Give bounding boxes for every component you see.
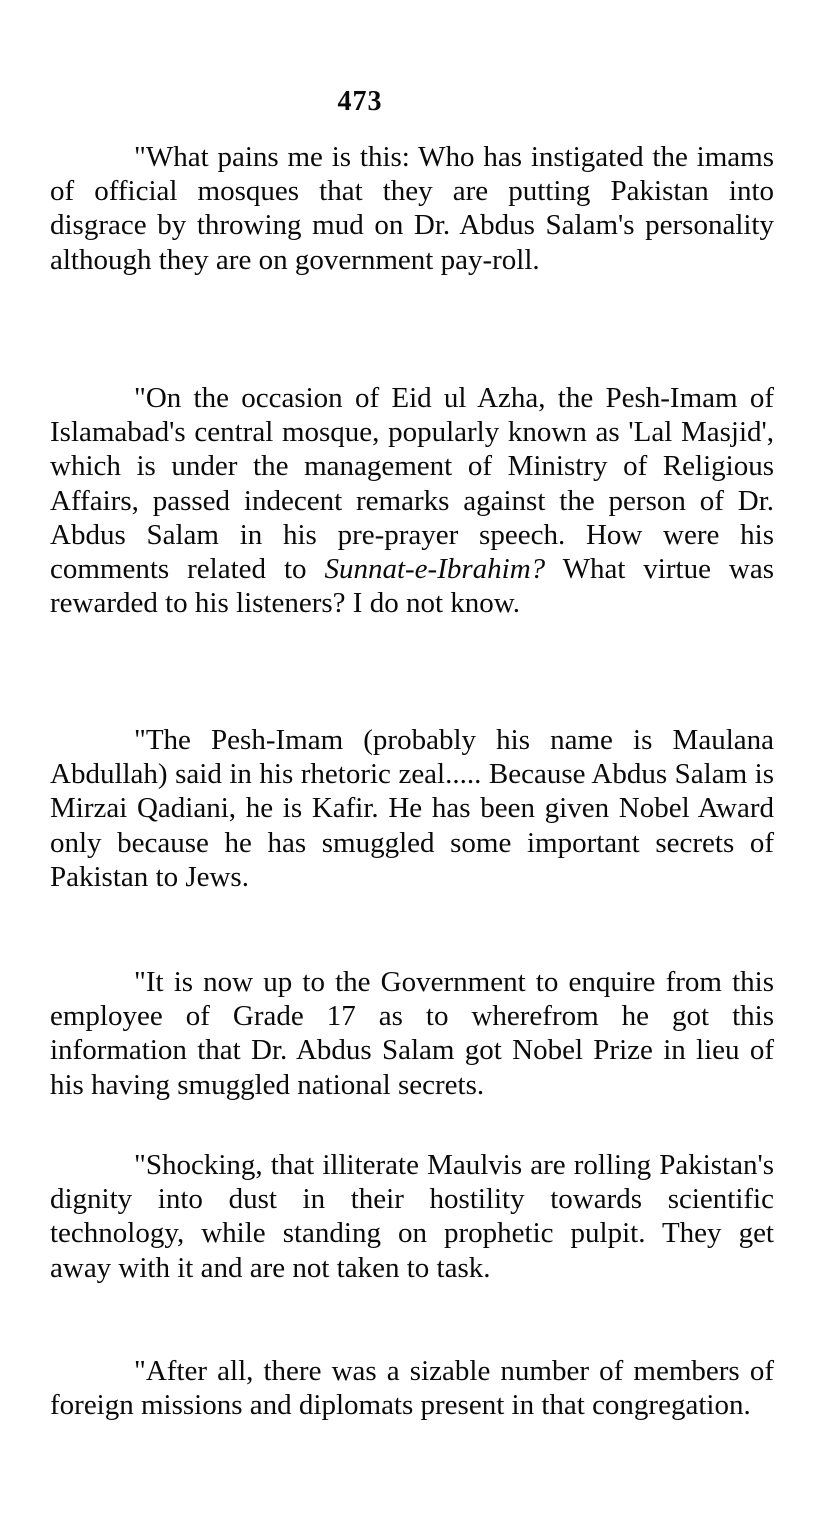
- paragraph-text-before: "On the occasion of Eid ul Azha, the Pesh-Imam of Islamabad's central mosque, popularly known as 'Lal Masjid', which is under the management of Ministry of Religious Affairs, passed indecent remarks against the person of Dr. Abdus Salam in his pre-prayer speech. How were his comments related to: [50, 382, 774, 586]
- paragraph-text: "The Pesh-Imam (probably his name is Maulana Abdullah) said in his rhetoric zeal..... Because Abdus Salam is Mirzai Qadiani, he is Kafir. He has been given Nobel Award only because he has smuggled some important secrets of Pakistan to Jews.: [50, 724, 774, 893]
- paragraph-text: "What pains me is this: Who has instigated the imams of official mosques that they are putting Pakistan into disgrace by throwing mud on Dr. Abdus Salam's personality although they are on government pay-roll.: [50, 141, 774, 276]
- paragraph-text: [50, 381, 774, 620]
- paragraph-text: "After all, there was a sizable number of members of foreign missions and diplomats present in that congregation.: [50, 1355, 774, 1422]
- paragraph-1: [50, 140, 774, 277]
- paragraph-5: [50, 1148, 774, 1285]
- paragraph-3: [50, 723, 774, 894]
- paragraph-text: "It is now up to the Government to enquire from this employee of Grade 17 as to wherefrom he got this information that Dr. Abdus Salam got Nobel Prize in lieu of his having smuggled national secrets.: [50, 966, 774, 1101]
- paragraph-4: [50, 965, 774, 1102]
- italic-term: Sunnat-e-Ibrahim?: [324, 553, 546, 586]
- paragraph-text-after: What virtue was rewarded to his listeners? I do not know.: [50, 553, 774, 620]
- paragraph-6: [50, 1354, 774, 1422]
- paragraph-text: "Shocking, that illiterate Maulvis are rolling Pakistan's dignity into dust in their hostility towards scientific technology, while standing on prophetic pulpit. They get away with it and are not taken to task.: [50, 1149, 774, 1284]
- page-number: 473: [337, 86, 383, 117]
- paragraph-2: [50, 381, 774, 620]
